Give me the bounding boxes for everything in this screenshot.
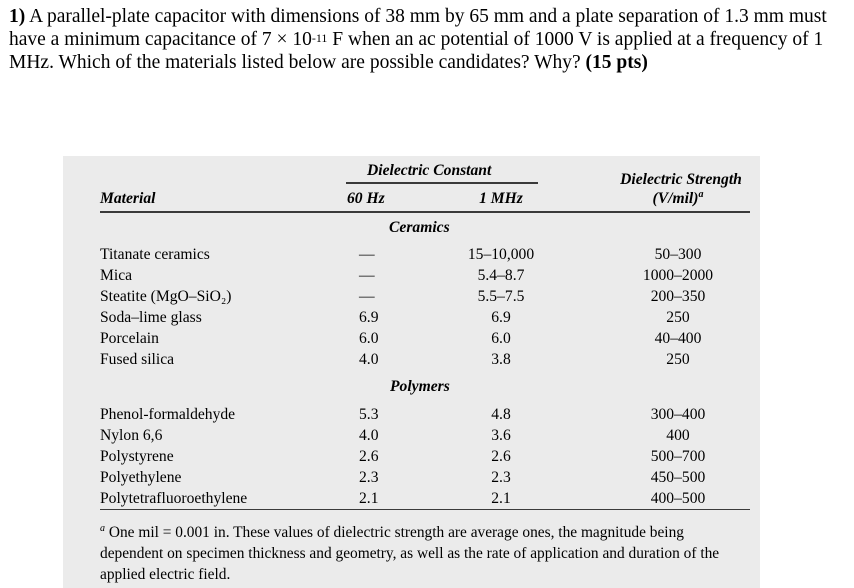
- row-strength: 400–500: [650, 490, 706, 507]
- row-60hz: 6.0: [359, 330, 379, 347]
- row-60hz: 6.9: [359, 309, 379, 326]
- question-exponent: -11: [311, 30, 328, 45]
- row-1mhz: 4.8: [491, 406, 511, 423]
- row-60hz: —: [359, 288, 375, 305]
- row-1mhz: 6.0: [491, 330, 511, 347]
- row-material: Polystyrene: [100, 448, 174, 465]
- group-header-rule: [346, 182, 538, 184]
- question-text: [9, 6, 845, 74]
- row-strength: 250: [666, 351, 690, 368]
- row-60hz: 2.3: [359, 469, 379, 486]
- row-1mhz: 5.5–7.5: [477, 288, 525, 305]
- header-material: Material: [100, 190, 156, 207]
- row-strength: 500–700: [650, 448, 706, 465]
- footnote: $^a$ One mil = 0.001 in. These values of dielectric strength are average ones, the magnitude being dependent on specimen thickness and geometry, as well as the rate of application and duration of the applied electric field.: [100, 523, 720, 584]
- section-title-polymers: Polymers: [390, 378, 450, 395]
- row-1mhz: 2.3: [491, 469, 511, 486]
- row-60hz: 4.0: [359, 351, 379, 368]
- row-strength: 250: [666, 309, 690, 326]
- header-strength: Dielectric Strength: [620, 171, 742, 188]
- row-60hz: 4.0: [359, 427, 379, 444]
- row-material: Steatite (MgO–SiO₂): [100, 288, 232, 305]
- row-material: Nylon 6,6: [100, 427, 163, 444]
- row-strength: 1000–2000: [642, 267, 714, 284]
- dielectric-table: [63, 156, 760, 588]
- row-60hz: 2.1: [359, 490, 379, 507]
- row-strength: 300–400: [650, 406, 706, 423]
- row-strength: 450–500: [650, 469, 706, 486]
- row-60hz: 2.6: [359, 448, 379, 465]
- header-1mhz: 1 MHz: [479, 190, 523, 207]
- row-material: Polyethylene: [100, 469, 182, 486]
- header-60hz: 60 Hz: [347, 190, 385, 207]
- question-number: 1): [9, 6, 26, 27]
- row-1mhz: 2.6: [491, 448, 511, 465]
- row-60hz: —: [359, 246, 375, 263]
- question-body: A parallel-plate capacitor with dimensions of 38 mm by 65 mm and a plate separation of 1.3 mm must have a minimum capacitance of 7 × 10: [9, 6, 827, 50]
- row-1mhz: 3.8: [491, 351, 511, 368]
- footer-rule: [100, 509, 750, 510]
- row-1mhz: 5.4–8.7: [477, 267, 525, 284]
- row-material: Porcelain: [100, 330, 159, 347]
- row-1mhz: 3.6: [491, 427, 511, 444]
- group-header-dielectric-constant: Dielectric Constant: [367, 162, 492, 179]
- header-rule: [100, 211, 750, 213]
- row-material: Fused silica: [100, 351, 175, 368]
- row-material: Soda–lime glass: [100, 309, 202, 326]
- row-1mhz: 15–10,000: [467, 246, 535, 263]
- row-1mhz: 6.9: [491, 309, 511, 326]
- row-strength: 50–300: [654, 246, 702, 263]
- section-title-ceramics: Ceramics: [389, 219, 450, 236]
- row-60hz: 5.3: [359, 406, 379, 423]
- row-material: Phenol-formaldehyde: [100, 406, 236, 423]
- header-strength-units: $(V/mil)^a$: [652, 189, 704, 208]
- row-strength: 40–400: [654, 330, 702, 347]
- row-material: Titanate ceramics: [100, 246, 210, 263]
- row-strength: 400: [666, 427, 690, 444]
- question-body-end: F when an ac potential of 1000 V is applied at a frequency of 1 MHz. Which of the materials listed below are possible candidates? Why?: [9, 28, 824, 73]
- row-material: Mica: [100, 267, 133, 284]
- question-points: (15 pts): [585, 51, 648, 73]
- row-material: Polytetrafluoroethylene: [100, 490, 248, 507]
- row-60hz: —: [359, 267, 375, 284]
- row-strength: 200–350: [650, 288, 706, 305]
- row-1mhz: 2.1: [491, 490, 511, 507]
